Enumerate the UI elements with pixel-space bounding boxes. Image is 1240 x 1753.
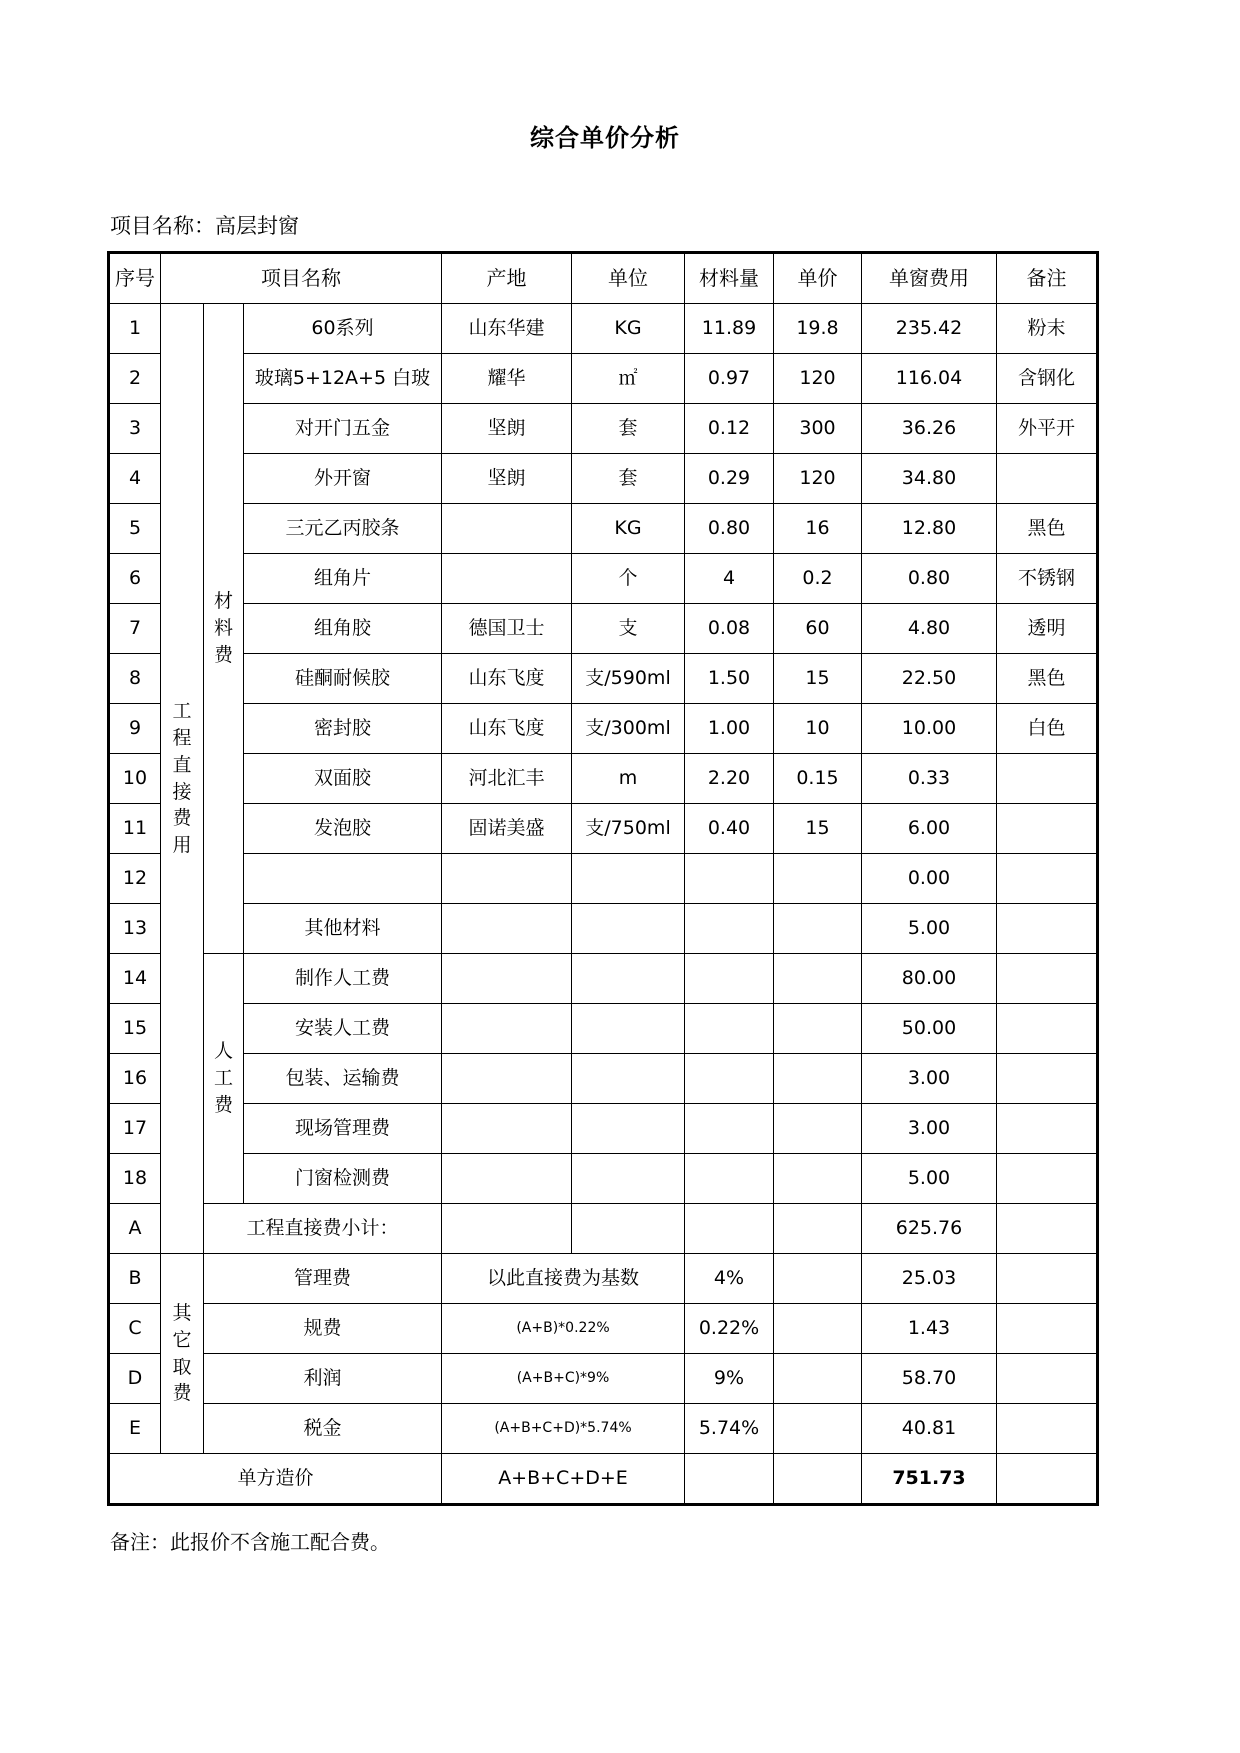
- qty-cell: 0.40: [685, 804, 774, 854]
- cost-cell: 235.42: [862, 304, 997, 354]
- price-cell: [774, 1054, 862, 1104]
- table-row: [109, 954, 1098, 1004]
- fee-cost-cell: 58.70: [862, 1354, 997, 1404]
- item-name-cell: 发泡胶: [244, 804, 442, 854]
- origin-cell: [442, 504, 572, 554]
- qty-cell: 0.08: [685, 604, 774, 654]
- price-cell: [774, 1254, 862, 1304]
- price-cell: 120: [774, 354, 862, 404]
- seq-cell: D: [109, 1354, 161, 1404]
- fee-rate-cell: 4%: [685, 1254, 774, 1304]
- note-cell: [997, 1304, 1098, 1354]
- qty-cell: 0.12: [685, 404, 774, 454]
- seq-cell: B: [109, 1254, 161, 1304]
- origin-cell: 耀华: [442, 354, 572, 404]
- origin-cell: 坚朗: [442, 404, 572, 454]
- price-cell: [774, 904, 862, 954]
- price-cell: [774, 954, 862, 1004]
- unit-cell: [572, 1204, 685, 1254]
- origin-cell: 德国卫士: [442, 604, 572, 654]
- seq-cell: 14: [109, 954, 161, 1004]
- unit-cell: 个: [572, 554, 685, 604]
- note-cell: [997, 454, 1098, 504]
- cost-cell: 116.04: [862, 354, 997, 404]
- seq-cell: 6: [109, 554, 161, 604]
- total-formula: A+B+C+D+E: [442, 1454, 685, 1505]
- seq-cell: 5: [109, 504, 161, 554]
- unit-cell: 支/750ml: [572, 804, 685, 854]
- qty-cell: [685, 854, 774, 904]
- fee-rate-cell: 5.74%: [685, 1404, 774, 1454]
- fee-rate-cell: 9%: [685, 1354, 774, 1404]
- price-cell: 60: [774, 604, 862, 654]
- origin-cell: [442, 554, 572, 604]
- seq-cell: E: [109, 1404, 161, 1454]
- cost-cell: 4.80: [862, 604, 997, 654]
- qty-cell: 11.89: [685, 304, 774, 354]
- fee-name-cell: 管理费: [204, 1254, 442, 1304]
- fee-basis-cell: 以此直接费为基数: [442, 1254, 685, 1304]
- qty-cell: [685, 1004, 774, 1054]
- note-cell: 含钢化: [997, 354, 1098, 404]
- header-origin: 产地: [442, 253, 572, 304]
- cost-cell: 10.00: [862, 704, 997, 754]
- price-cell: 15: [774, 654, 862, 704]
- fee-cost-cell: 40.81: [862, 1404, 997, 1454]
- subtotal-row: [109, 1204, 1098, 1254]
- origin-cell: 山东飞度: [442, 654, 572, 704]
- cost-cell: 22.50: [862, 654, 997, 704]
- unit-cell: [572, 1104, 685, 1154]
- note-cell: [997, 1354, 1098, 1404]
- footnote: 备注：此报价不含施工配合费。: [110, 1530, 390, 1554]
- seq-cell: 12: [109, 854, 161, 904]
- price-cell: [774, 1154, 862, 1204]
- seq-cell: 7: [109, 604, 161, 654]
- group-direct-cost-text: 工程直接费用: [172, 699, 192, 857]
- note-cell: [997, 1054, 1098, 1104]
- qty-cell: [685, 954, 774, 1004]
- header-seq: 序号: [109, 253, 161, 304]
- table-row: [109, 454, 1098, 504]
- group-other-fees: [161, 1254, 204, 1454]
- cost-cell: 3.00: [862, 1104, 997, 1154]
- group-material-cost: [204, 304, 244, 954]
- qty-cell: 0.29: [685, 454, 774, 504]
- price-cell: 0.2: [774, 554, 862, 604]
- note-cell: 不锈钢: [997, 554, 1098, 604]
- fee-name-cell: 规费: [204, 1304, 442, 1354]
- group-labor-cost: [204, 954, 244, 1204]
- note-cell: [997, 804, 1098, 854]
- item-name-cell: 外开窗: [244, 454, 442, 504]
- origin-cell: 山东华建: [442, 304, 572, 354]
- unit-cell: ㎡: [572, 354, 685, 404]
- group-labor-cost-text: 人工费: [213, 1040, 233, 1116]
- seq-cell: 8: [109, 654, 161, 704]
- origin-cell: [442, 1154, 572, 1204]
- note-cell: [997, 954, 1098, 1004]
- unit-cell: 套: [572, 454, 685, 504]
- unit-cell: [572, 904, 685, 954]
- unit-cell: 支: [572, 604, 685, 654]
- price-cell: [774, 1204, 862, 1254]
- fee-row: [109, 1304, 1098, 1354]
- item-name-cell: 三元乙丙胶条: [244, 504, 442, 554]
- origin-cell: [442, 1054, 572, 1104]
- table-row: [109, 854, 1098, 904]
- unit-price-analysis-table: [107, 251, 1099, 1506]
- cost-cell: 0.80: [862, 554, 997, 604]
- total-label: 单方造价: [109, 1454, 442, 1505]
- qty-cell: [685, 1054, 774, 1104]
- seq-cell: C: [109, 1304, 161, 1354]
- cost-cell: 80.00: [862, 954, 997, 1004]
- qty-cell: 0.80: [685, 504, 774, 554]
- item-name-cell: 制作人工费: [244, 954, 442, 1004]
- header-row: [109, 253, 1098, 304]
- seq-cell: 9: [109, 704, 161, 754]
- price-cell: [774, 1454, 862, 1505]
- item-name-cell: 现场管理费: [244, 1104, 442, 1154]
- origin-cell: [442, 1204, 572, 1254]
- price-cell: [774, 1304, 862, 1354]
- note-cell: 黑色: [997, 504, 1098, 554]
- page-title: 综合单价分析: [530, 124, 680, 152]
- item-name-cell: 双面胶: [244, 754, 442, 804]
- fee-row: [109, 1254, 1098, 1304]
- qty-cell: 0.97: [685, 354, 774, 404]
- price-cell: [774, 854, 862, 904]
- unit-cell: [572, 1154, 685, 1204]
- table-row: [109, 754, 1098, 804]
- table-row: [109, 904, 1098, 954]
- header-price: 单价: [774, 253, 862, 304]
- unit-cell: [572, 1054, 685, 1104]
- qty-cell: [685, 1204, 774, 1254]
- price-cell: 19.8: [774, 304, 862, 354]
- table-row: [109, 1154, 1098, 1204]
- header-name: 项目名称: [161, 253, 442, 304]
- subtotal-label: 工程直接费小计：: [204, 1204, 442, 1254]
- price-cell: 120: [774, 454, 862, 504]
- table-row: [109, 604, 1098, 654]
- unit-cell: [572, 1004, 685, 1054]
- note-cell: [997, 754, 1098, 804]
- fee-row: [109, 1354, 1098, 1404]
- fee-rate-cell: 0.22%: [685, 1304, 774, 1354]
- item-name-cell: 60系列: [244, 304, 442, 354]
- origin-cell: 山东飞度: [442, 704, 572, 754]
- cost-cell: 34.80: [862, 454, 997, 504]
- origin-cell: 固诺美盛: [442, 804, 572, 854]
- cost-cell: 12.80: [862, 504, 997, 554]
- seq-cell: 4: [109, 454, 161, 504]
- seq-cell: 2: [109, 354, 161, 404]
- project-name-label: 项目名称：高层封窗: [110, 214, 299, 238]
- table-body: [109, 253, 1098, 1505]
- note-cell: 透明: [997, 604, 1098, 654]
- price-cell: [774, 1004, 862, 1054]
- qty-cell: [685, 1154, 774, 1204]
- unit-cell: 套: [572, 404, 685, 454]
- cost-cell: 36.26: [862, 404, 997, 454]
- seq-cell: A: [109, 1204, 161, 1254]
- table-row: [109, 554, 1098, 604]
- fee-basis-cell: (A+B+C+D)*5.74%: [442, 1404, 685, 1454]
- unit-cell: m: [572, 754, 685, 804]
- unit-cell: 支/300ml: [572, 704, 685, 754]
- table-row: [109, 704, 1098, 754]
- origin-cell: [442, 904, 572, 954]
- cost-cell: 0.33: [862, 754, 997, 804]
- seq-cell: 11: [109, 804, 161, 854]
- price-cell: 15: [774, 804, 862, 854]
- cost-cell: 5.00: [862, 1154, 997, 1204]
- fee-name-cell: 税金: [204, 1404, 442, 1454]
- header-unit: 单位: [572, 253, 685, 304]
- unit-cell: 支/590ml: [572, 654, 685, 704]
- seq-cell: 1: [109, 304, 161, 354]
- table-row: [109, 354, 1098, 404]
- table-row: [109, 304, 1098, 354]
- item-name-cell: 其他材料: [244, 904, 442, 954]
- header-qty: 材料量: [685, 253, 774, 304]
- table-row: [109, 1054, 1098, 1104]
- qty-cell: [685, 1104, 774, 1154]
- seq-cell: 10: [109, 754, 161, 804]
- table-row: [109, 804, 1098, 854]
- seq-cell: 3: [109, 404, 161, 454]
- group-material-cost-text: 材料费: [213, 590, 233, 666]
- group-other-fees-text: 其它取费: [172, 1301, 192, 1405]
- item-name-cell: [244, 854, 442, 904]
- cost-cell: 6.00: [862, 804, 997, 854]
- note-cell: 白色: [997, 704, 1098, 754]
- price-cell: 10: [774, 704, 862, 754]
- origin-cell: [442, 854, 572, 904]
- origin-cell: 坚朗: [442, 454, 572, 504]
- fee-cost-cell: 25.03: [862, 1254, 997, 1304]
- seq-cell: 17: [109, 1104, 161, 1154]
- note-cell: [997, 1104, 1098, 1154]
- note-cell: [997, 1404, 1098, 1454]
- seq-cell: 16: [109, 1054, 161, 1104]
- item-name-cell: 组角胶: [244, 604, 442, 654]
- note-cell: 外平开: [997, 404, 1098, 454]
- item-name-cell: 硅酮耐候胶: [244, 654, 442, 704]
- fee-name-cell: 利润: [204, 1354, 442, 1404]
- price-cell: 16: [774, 504, 862, 554]
- fee-basis-cell: (A+B+C)*9%: [442, 1354, 685, 1404]
- item-name-cell: 安装人工费: [244, 1004, 442, 1054]
- qty-cell: 4: [685, 554, 774, 604]
- header-note: 备注: [997, 253, 1098, 304]
- total-row: [109, 1454, 1098, 1505]
- seq-cell: 18: [109, 1154, 161, 1204]
- subtotal-cost: 625.76: [862, 1204, 997, 1254]
- origin-cell: 河北汇丰: [442, 754, 572, 804]
- item-name-cell: 组角片: [244, 554, 442, 604]
- qty-cell: [685, 904, 774, 954]
- note-cell: [997, 854, 1098, 904]
- item-name-cell: 包装、运输费: [244, 1054, 442, 1104]
- unit-cell: KG: [572, 304, 685, 354]
- origin-cell: [442, 1004, 572, 1054]
- header-cost: 单窗费用: [862, 253, 997, 304]
- note-cell: [997, 1204, 1098, 1254]
- table-row: [109, 504, 1098, 554]
- total-cost: 751.73: [862, 1454, 997, 1505]
- price-cell: [774, 1354, 862, 1404]
- price-cell: [774, 1104, 862, 1154]
- fee-basis-cell: (A+B)*0.22%: [442, 1304, 685, 1354]
- qty-cell: 1.50: [685, 654, 774, 704]
- cost-cell: 0.00: [862, 854, 997, 904]
- origin-cell: [442, 1104, 572, 1154]
- item-name-cell: 玻璃5+12A+5 白玻: [244, 354, 442, 404]
- table-row: [109, 654, 1098, 704]
- note-cell: 粉末: [997, 304, 1098, 354]
- unit-cell: [572, 954, 685, 1004]
- price-cell: 300: [774, 404, 862, 454]
- unit-cell: [572, 854, 685, 904]
- cost-cell: 50.00: [862, 1004, 997, 1054]
- cost-cell: 3.00: [862, 1054, 997, 1104]
- group-direct-cost: [161, 304, 204, 1254]
- qty-cell: 2.20: [685, 754, 774, 804]
- seq-cell: 13: [109, 904, 161, 954]
- note-cell: [997, 1254, 1098, 1304]
- note-cell: [997, 1004, 1098, 1054]
- seq-cell: 15: [109, 1004, 161, 1054]
- note-cell: [997, 1154, 1098, 1204]
- table-row: [109, 404, 1098, 454]
- note-cell: [997, 904, 1098, 954]
- fee-cost-cell: 1.43: [862, 1304, 997, 1354]
- table-row: [109, 1104, 1098, 1154]
- cost-cell: 5.00: [862, 904, 997, 954]
- unit-cell: KG: [572, 504, 685, 554]
- price-cell: [774, 1404, 862, 1454]
- note-cell: 黑色: [997, 654, 1098, 704]
- note-cell: [997, 1454, 1098, 1505]
- item-name-cell: 对开门五金: [244, 404, 442, 454]
- table-row: [109, 1004, 1098, 1054]
- origin-cell: [442, 954, 572, 1004]
- fee-row: [109, 1404, 1098, 1454]
- price-cell: 0.15: [774, 754, 862, 804]
- item-name-cell: 门窗检测费: [244, 1154, 442, 1204]
- item-name-cell: 密封胶: [244, 704, 442, 754]
- qty-cell: [685, 1454, 774, 1505]
- qty-cell: 1.00: [685, 704, 774, 754]
